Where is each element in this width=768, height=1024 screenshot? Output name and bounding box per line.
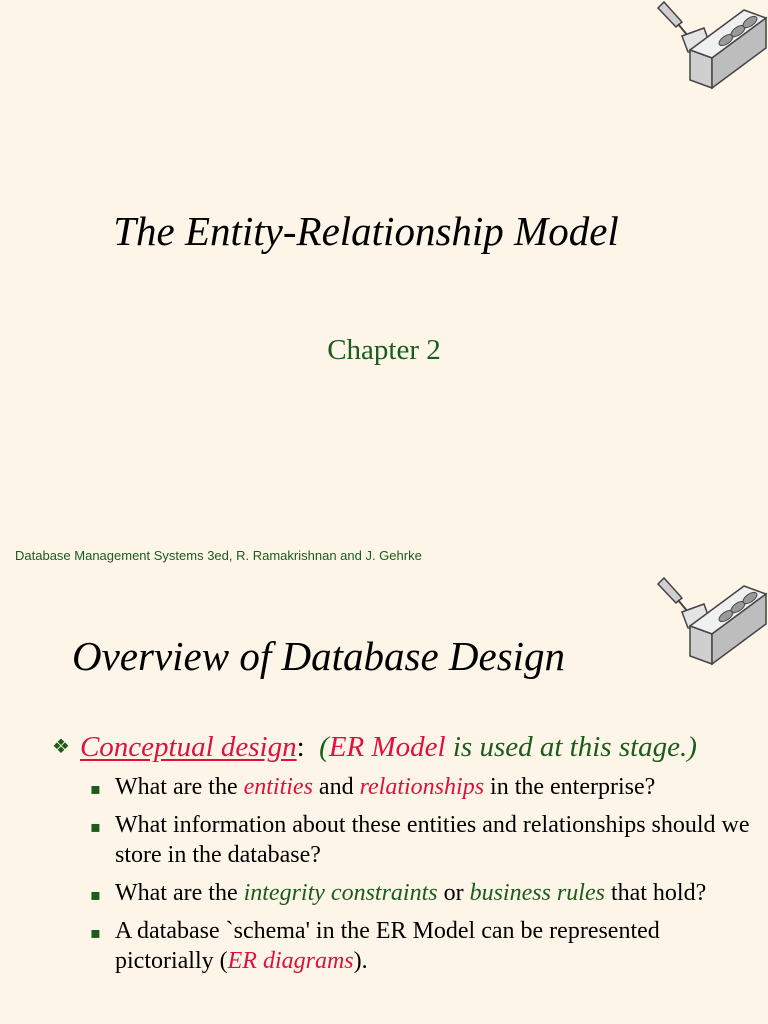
diamond-bullet-icon: ❖ <box>52 734 70 758</box>
sub-bullet-list <box>90 772 750 984</box>
item-text: and <box>312 774 360 800</box>
brick-trowel-icon <box>654 576 768 668</box>
note-highlight: ER Model <box>328 731 446 763</box>
item-text: A database `schema' in the ER Model can be represented pictorially ( <box>115 918 660 974</box>
slide-subtitle: Chapter 2 <box>327 334 441 366</box>
square-bullet-icon: ▪ <box>90 817 101 836</box>
slide-title: Overview of Database Design <box>72 633 566 679</box>
item-text: or <box>437 880 470 906</box>
item-text: that hold? <box>604 880 707 906</box>
item-text: What information about these entities and relationships should we store in the database? <box>115 812 750 868</box>
list-item <box>90 916 750 976</box>
conceptual-design-term: Conceptual design <box>79 731 297 763</box>
square-bullet-icon: ▪ <box>90 885 101 904</box>
list-item <box>90 878 750 908</box>
item-text: ). <box>353 948 368 974</box>
list-item <box>90 810 750 870</box>
bullet-conceptual-design <box>52 724 697 769</box>
item-emphasis: integrity constraints <box>243 880 438 906</box>
bullet-note <box>319 731 697 763</box>
item-text: What are the <box>115 774 244 800</box>
item-emphasis: ER diagrams <box>227 948 354 974</box>
item-emphasis: relationships <box>359 774 485 800</box>
brick-trowel-icon <box>654 0 768 92</box>
slide-footer: Database Management Systems 3ed, R. Ramakrishnan and J. Gehrke <box>15 548 422 563</box>
item-text: What are the <box>115 880 244 906</box>
colon: : <box>296 731 305 763</box>
note-open: ( <box>319 731 329 763</box>
square-bullet-icon: ▪ <box>90 779 101 798</box>
note-rest: is used at this stage.) <box>445 731 697 763</box>
square-bullet-icon: ▪ <box>90 923 101 942</box>
overview-slide <box>0 576 768 1024</box>
item-emphasis: business rules <box>469 880 605 906</box>
item-text: in the enterprise? <box>484 774 656 800</box>
item-emphasis: entities <box>243 774 313 800</box>
list-item <box>90 772 750 802</box>
slide-title: The Entity-Relationship Model <box>113 208 619 254</box>
